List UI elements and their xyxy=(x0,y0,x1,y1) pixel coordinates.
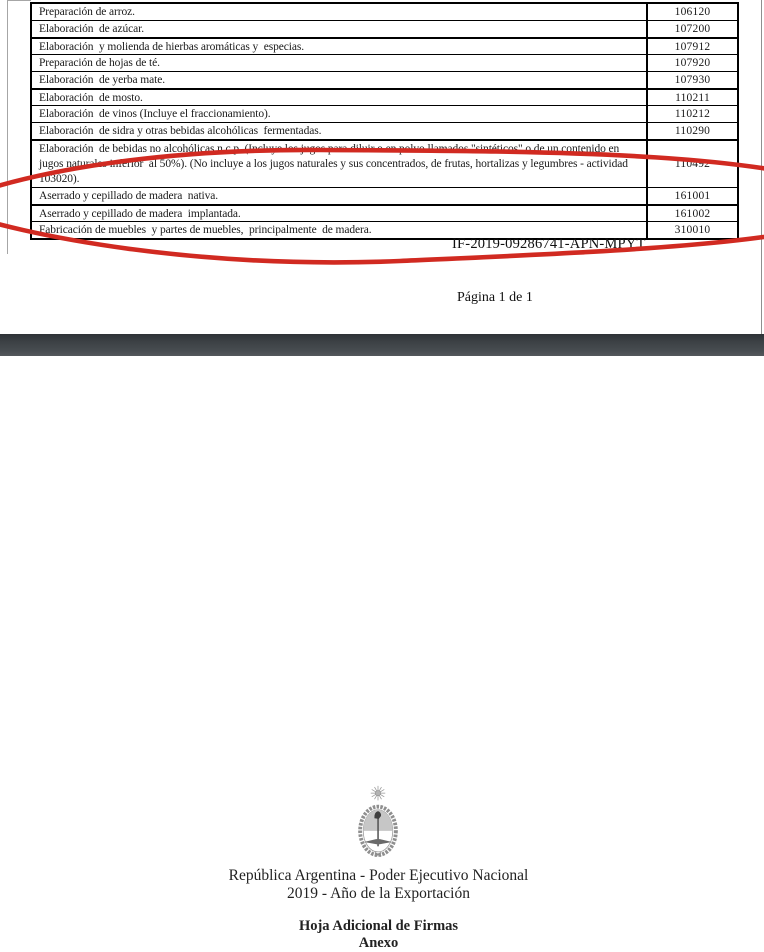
table-row xyxy=(32,37,737,54)
document-id-text: IF-2019-09286741-APN-MPYT xyxy=(452,236,646,252)
table-row xyxy=(32,20,737,37)
republic-header-line: República Argentina - Poder Ejecutivo Nacional xyxy=(228,867,529,884)
activity-code-cell: 107200 xyxy=(646,21,737,37)
activity-code-cell: 106120 xyxy=(646,4,737,20)
table-row xyxy=(32,122,737,139)
activity-description-cell: Elaboración de mosto. xyxy=(39,92,143,104)
activity-description-cell: Aserrado y cepillado de madera nativa. xyxy=(39,190,219,202)
table-row xyxy=(32,105,737,122)
activity-code-cell: 107930 xyxy=(646,72,737,88)
page-2 xyxy=(0,356,757,951)
activity-code-cell: 310010 xyxy=(646,222,737,238)
activity-code-cell: 161002 xyxy=(646,206,737,221)
activity-description-cell: Elaboración de yerba mate. xyxy=(39,74,165,86)
activity-description-cell: Preparación de arroz. xyxy=(39,6,135,18)
activity-description-cell: Elaboración y molienda de hierbas aromáticas y especias. xyxy=(39,41,304,53)
activity-code-cell: 110492 xyxy=(646,141,737,187)
hoja-adicional-title: Hoja Adicional de Firmas xyxy=(298,918,459,934)
activity-description-cell: Preparación de hojas de té. xyxy=(39,57,160,69)
table-row xyxy=(32,187,737,204)
year-motto-line: 2019 - Año de la Exportación xyxy=(287,885,470,902)
activity-code-cell: 161001 xyxy=(646,188,737,204)
scan-right-edge xyxy=(761,0,762,334)
activity-code-cell: 107920 xyxy=(646,55,737,71)
table-row xyxy=(32,4,737,20)
activity-code-cell: 110212 xyxy=(646,106,737,122)
scan-left-edge xyxy=(7,0,8,254)
activity-description-cell: Elaboración de azúcar. xyxy=(39,23,144,35)
argentina-coat-of-arms-icon xyxy=(349,785,407,867)
activity-code-cell: 110290 xyxy=(646,123,737,139)
activity-code-cell: 107912 xyxy=(646,39,737,54)
activity-description-cell: Fabricación de muebles y partes de muebles, principalmente de madera. xyxy=(39,224,372,236)
anexo-subtitle: Anexo xyxy=(358,935,399,951)
table-row xyxy=(32,88,737,105)
page-indicator: Página 1 de 1 xyxy=(457,290,533,305)
page-gap-separator xyxy=(0,334,764,356)
activity-description-cell: Elaboración de vinos (Incluye el fraccionamiento). xyxy=(39,108,271,120)
activity-description-cell: Elaboración de bebidas no alcohólicas n.c.p. (Incluye los jugos para diluir o en polvo llamados "sintéticos" o de un contenido en jugos naturales inferior al 50%). (No incluye a los jugos naturales y sus concentrados, de frutas, hortalizas y legumbres - actividad 103020). xyxy=(39,143,631,185)
activity-codes-table xyxy=(30,2,739,240)
table-row xyxy=(32,204,737,221)
activity-code-cell: 110211 xyxy=(646,90,737,105)
activity-description-cell: Aserrado y cepillado de madera implantada. xyxy=(39,208,241,220)
table-row xyxy=(32,54,737,71)
sun-face xyxy=(375,790,380,795)
table-row xyxy=(32,139,737,187)
table-row xyxy=(32,71,737,88)
scan-top-edge xyxy=(7,0,31,1)
activity-description-cell: Elaboración de sidra y otras bebidas alcohólicas fermentadas. xyxy=(39,125,322,137)
